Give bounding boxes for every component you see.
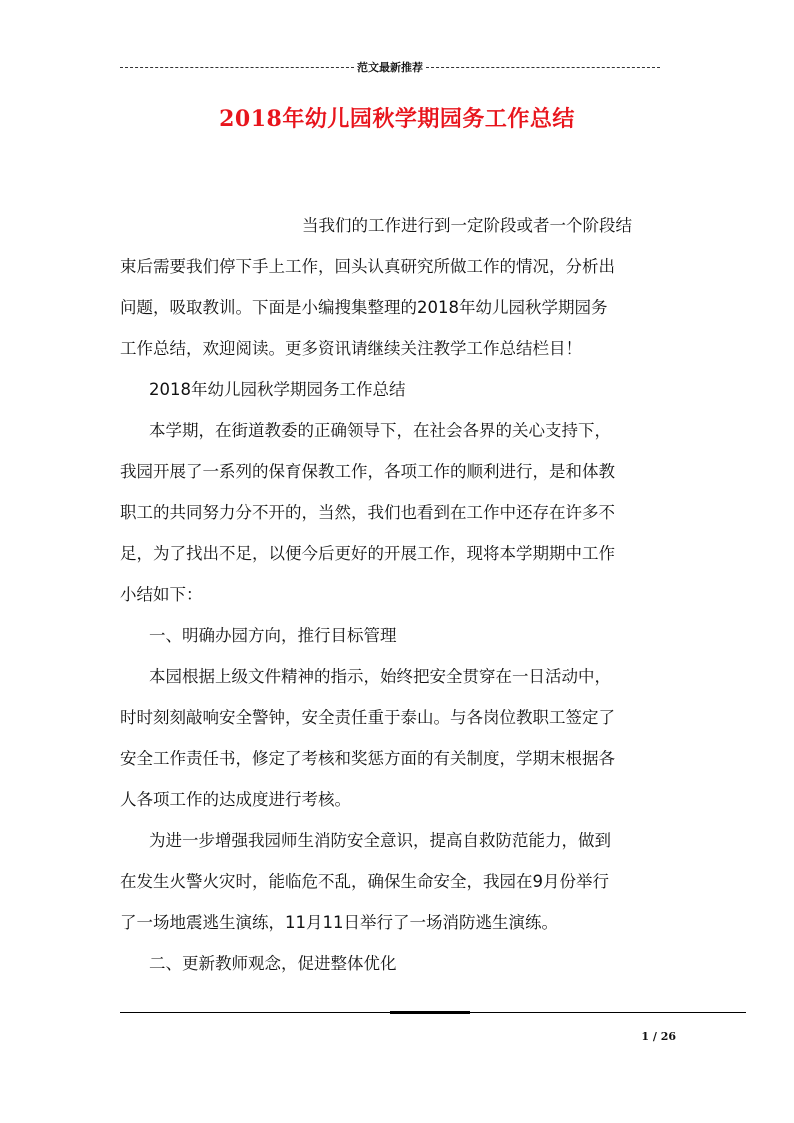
paragraph-line: 工作总结，欢迎阅读。更多资讯请继续关注教学工作总结栏目！	[120, 339, 582, 358]
header-dash-right	[426, 67, 660, 68]
section-heading: 2018年幼儿园秋学期园务工作总结	[149, 380, 406, 399]
paragraph-line: 问题，吸取教训。下面是小编搜集整理的2018年幼儿园秋学期园务	[120, 298, 608, 317]
paragraph-line: 足，为了找出不足，以便今后更好的开展工作，现将本学期期中工作	[120, 544, 615, 563]
section-heading: 一、明确办园方向，推行目标管理	[149, 626, 397, 645]
paragraph-line: 我园开展了一系列的保育保教工作，各项工作的顺利进行，是和体教	[120, 462, 615, 481]
footer-rule-accent	[390, 1011, 470, 1014]
paragraph-line: 当我们的工作进行到一定阶段或者一个阶段结	[302, 216, 632, 235]
paragraph-line: 人各项工作的达成度进行考核。	[120, 790, 351, 809]
paragraph-line: 在发生火警火灾时，能临危不乱，确保生命安全，我园在9月份举行	[120, 872, 609, 891]
header-label: 范文最新推荐	[357, 61, 423, 74]
page-number: 1 / 26	[641, 1030, 676, 1043]
document-title: 2018年幼儿园秋学期园务工作总结	[219, 106, 575, 132]
paragraph-line: 安全工作责任书，修定了考核和奖惩方面的有关制度，学期末根据各	[120, 749, 615, 768]
paragraph-line: 为进一步增强我园师生消防安全意识，提高自救防范能力，做到	[149, 831, 611, 850]
paragraph-line: 了一场地震逃生演练，11月11日举行了一场消防逃生演练。	[120, 913, 558, 932]
paragraph-line: 职工的共同努力分不开的，当然，我们也看到在工作中还存在许多不	[120, 503, 615, 522]
paragraph-line: 小结如下：	[120, 585, 203, 604]
paragraph-line: 本园根据上级文件精神的指示，始终把安全贯穿在一日活动中，	[149, 667, 611, 686]
paragraph-line: 束后需要我们停下手上工作，回头认真研究所做工作的情况，分析出	[120, 257, 615, 276]
section-heading: 二、更新教师观念，促进整体优化	[149, 954, 397, 973]
header-line	[120, 60, 660, 74]
document-body	[120, 205, 680, 984]
paragraph-line: 本学期，在街道教委的正确领导下，在社会各界的关心支持下，	[149, 421, 611, 440]
paragraph-line: 时时刻刻敲响安全警钟，安全责任重于泰山。与各岗位教职工签定了	[120, 708, 615, 727]
footer-rule	[120, 1012, 746, 1013]
header-dash-left	[120, 67, 354, 68]
